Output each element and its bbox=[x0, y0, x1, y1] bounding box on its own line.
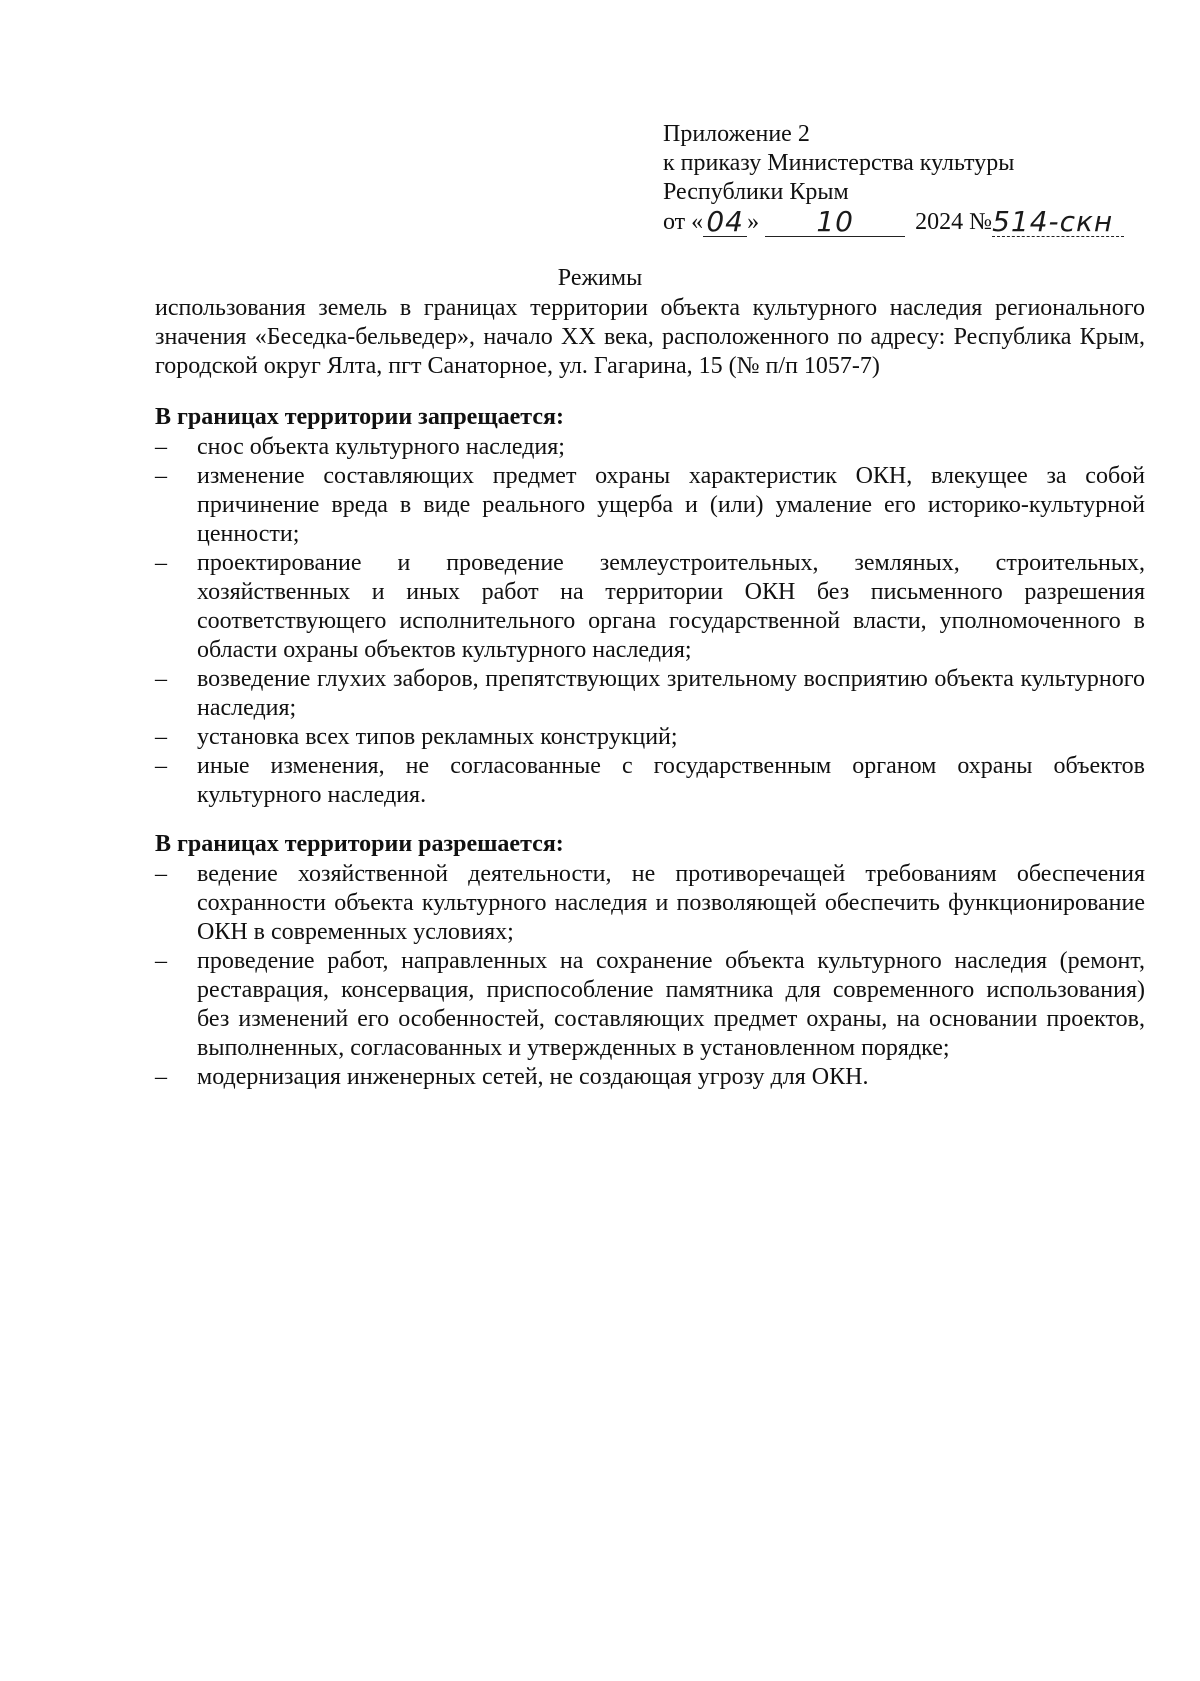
list-item-text: модернизация инженерных сетей, не создающая угрозу для ОКН. bbox=[197, 1064, 869, 1090]
appendix-block bbox=[663, 120, 1124, 237]
handwritten-month: 10 bbox=[765, 207, 905, 237]
document-intro: использования земель в границах территории объекта культурного наследия регионального значения «Беседка-бельведер», начало XX века, расположенного по адресу: Республика Крым, городской округ Ялта, пгт Санаторное, ул. Гагарина, 15 (№ п/п 1057-7) bbox=[155, 295, 1145, 379]
list-item bbox=[155, 665, 1145, 723]
prohibited-section bbox=[155, 403, 1145, 810]
list-item-text: ведение хозяйственной деятельности, не противоречащей требованиям обеспечения сохранности объекта культурного наследия и позволяющей обеспечить функционирование ОКН в современных условиях; bbox=[197, 861, 1145, 945]
list-item bbox=[155, 752, 1145, 810]
list-item bbox=[155, 947, 1145, 1063]
handwritten-day: 04 bbox=[703, 207, 747, 237]
list-item-text: иные изменения, не согласованные с государственным органом охраны объектов культурного наследия. bbox=[197, 753, 1145, 808]
appendix-line-2: к приказу Министерства культуры bbox=[663, 150, 1015, 176]
list-bullet: – bbox=[155, 948, 167, 974]
date-prefix: от « bbox=[663, 209, 704, 235]
prohibited-list bbox=[155, 433, 1145, 810]
list-item bbox=[155, 549, 1145, 665]
list-bullet: – bbox=[155, 753, 167, 779]
list-bullet: – bbox=[155, 666, 167, 692]
permitted-section bbox=[155, 830, 1145, 1092]
list-bullet: – bbox=[155, 724, 167, 750]
list-bullet: – bbox=[155, 550, 167, 576]
appendix-line-3: Республики Крым bbox=[663, 179, 849, 205]
appendix-line-1: Приложение 2 bbox=[663, 121, 810, 147]
list-item-text: проектирование и проведение землеустроительных, земляных, строительных, хозяйственных и иных работ на территории ОКН без письменного разрешения соответствующего исполнительного органа государственной власти, уполномоченного в области охраны объектов культурного наследия; bbox=[197, 550, 1145, 663]
list-bullet: – bbox=[155, 1064, 167, 1090]
list-item-text: изменение составляющих предмет охраны характеристик ОКН, влекущее за собой причинение вреда в виде реального ущерба и (или) умаление его историко-культурной ценности; bbox=[197, 463, 1145, 547]
year-and-number-label: 2024 № bbox=[915, 209, 993, 235]
list-bullet: – bbox=[155, 463, 167, 489]
prohibited-heading: В границах территории запрещается: bbox=[155, 404, 564, 430]
list-item-text: установка всех типов рекламных конструкций; bbox=[197, 724, 678, 750]
list-item-text: снос объекта культурного наследия; bbox=[197, 434, 565, 460]
list-bullet: – bbox=[155, 861, 167, 887]
handwritten-order-number: 514-скн bbox=[992, 207, 1124, 237]
document-title: Режимы bbox=[557, 265, 643, 291]
order-date-line bbox=[663, 207, 1124, 237]
permitted-list bbox=[155, 860, 1145, 1092]
date-close-quote: » bbox=[747, 209, 760, 235]
list-item-text: проведение работ, направленных на сохранение объекта культурного наследия (ремонт, реставрация, консервация, приспособление памятника для современного использования) без изменений его особенностей, составляющих предмет охраны, на основании проектов, выполненных, согласованных и утвержденных в установленном порядке; bbox=[197, 948, 1145, 1061]
list-bullet: – bbox=[155, 434, 167, 460]
permitted-heading: В границах территории разрешается: bbox=[155, 831, 564, 857]
list-item bbox=[155, 723, 1145, 752]
list-item-text: возведение глухих заборов, препятствующих зрительному восприятию объекта культурного наследия; bbox=[197, 666, 1145, 721]
list-item bbox=[155, 462, 1145, 549]
list-item bbox=[155, 433, 1145, 462]
list-item bbox=[155, 1063, 1145, 1092]
list-item bbox=[155, 860, 1145, 947]
